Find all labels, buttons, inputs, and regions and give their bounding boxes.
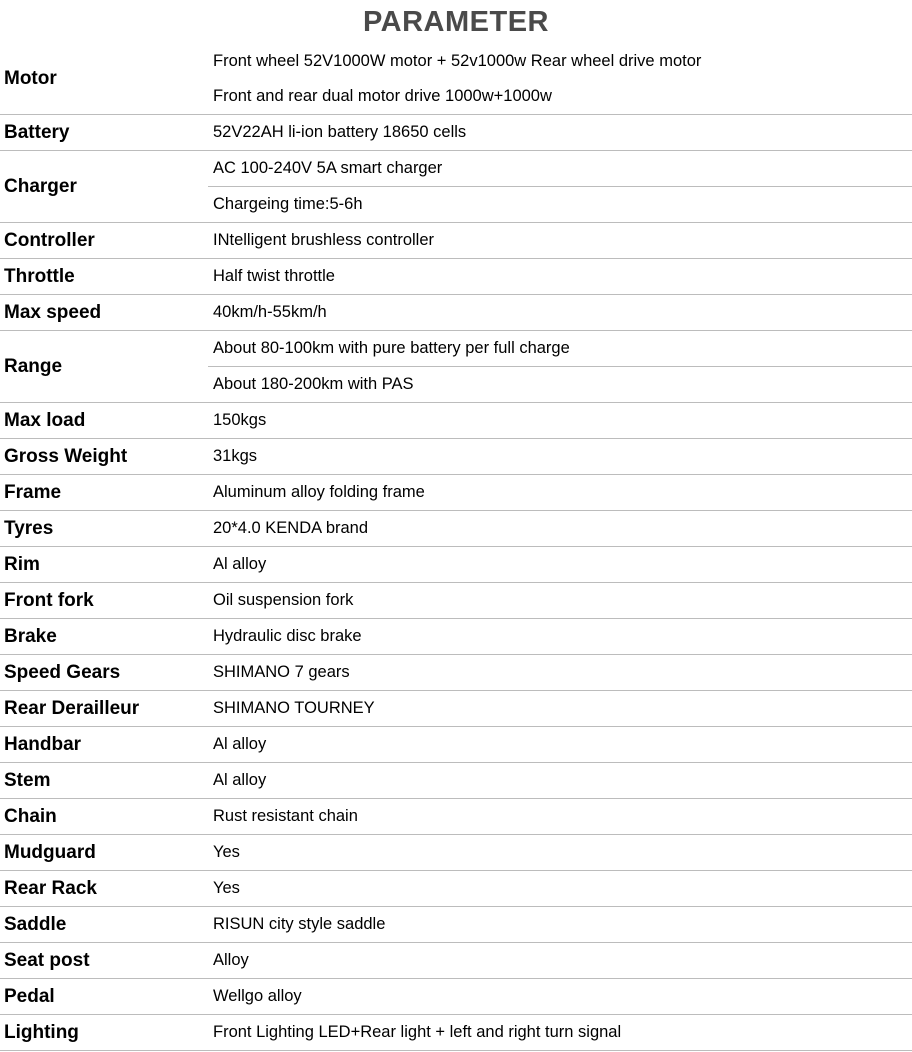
- spec-value: Wellgo alloy: [213, 987, 302, 1005]
- spec-row-tyres: [0, 511, 912, 547]
- spec-label: Rim: [4, 553, 40, 575]
- spec-row-gross-weight: [0, 439, 912, 475]
- spec-value: 40km/h-55km/h: [213, 303, 327, 321]
- spec-row-motor: [0, 44, 912, 115]
- spec-label: Battery: [4, 121, 70, 143]
- spec-label: Controller: [4, 229, 95, 251]
- spec-label: Motor: [4, 68, 57, 89]
- spec-label: Front fork: [4, 589, 94, 611]
- spec-value: Chargeing time:5-6h: [208, 186, 912, 222]
- spec-value: Front Lighting LED+Rear light + left and right turn signal: [213, 1023, 622, 1041]
- spec-row-chain: [0, 799, 912, 835]
- spec-value: Front wheel 52V1000W motor + 52v1000w Rear wheel drive motor: [213, 52, 702, 70]
- spec-value: Al alloy: [213, 771, 267, 789]
- spec-row-brake: [0, 619, 912, 655]
- spec-row-front-fork: [0, 583, 912, 619]
- spec-label: Charger: [4, 175, 77, 197]
- spec-row-throttle: [0, 259, 912, 295]
- spec-label: Handbar: [4, 733, 82, 755]
- spec-value: 20*4.0 KENDA brand: [213, 519, 369, 537]
- spec-value: Aluminum alloy folding frame: [213, 483, 425, 501]
- spec-row-stem: [0, 763, 912, 799]
- spec-row-rear-derailleur: [0, 691, 912, 727]
- spec-value: AC 100-240V 5A smart charger: [213, 159, 443, 177]
- spec-label: Rear Rack: [4, 877, 97, 899]
- spec-value: Hydraulic disc brake: [213, 627, 362, 645]
- spec-row-battery: [0, 115, 912, 151]
- spec-label: Lighting: [4, 1021, 79, 1043]
- spec-row-lighting: [0, 1015, 912, 1051]
- spec-row-rim: [0, 547, 912, 583]
- spec-row-speed-gears: [0, 655, 912, 691]
- spec-row-max-speed: [0, 295, 912, 331]
- spec-label: Brake: [4, 625, 57, 647]
- page-title: PARAMETER: [362, 6, 550, 38]
- spec-value: Oil suspension fork: [213, 591, 354, 609]
- spec-label: Max load: [4, 409, 86, 431]
- spec-value: RISUN city style saddle: [213, 915, 386, 933]
- spec-row-saddle: [0, 907, 912, 943]
- spec-row-charger: [0, 151, 912, 223]
- spec-label: Max speed: [4, 301, 102, 323]
- spec-row-max-load: [0, 403, 912, 439]
- spec-label: Mudguard: [4, 841, 96, 863]
- spec-value: Alloy: [213, 951, 249, 969]
- spec-label: Saddle: [4, 913, 67, 935]
- spec-row-controller: [0, 223, 912, 259]
- spec-value: About 180-200km with PAS: [208, 366, 912, 402]
- spec-value: SHIMANO 7 gears: [213, 663, 350, 681]
- spec-row-frame: [0, 475, 912, 511]
- spec-row-handbar: [0, 727, 912, 763]
- spec-row-seat-post: [0, 943, 912, 979]
- spec-label: Rear Derailleur: [4, 697, 140, 719]
- spec-value: Al alloy: [213, 555, 267, 573]
- spec-label: Speed Gears: [4, 661, 121, 683]
- spec-row-mudguard: [0, 835, 912, 871]
- spec-row-rear-rack: [0, 871, 912, 907]
- spec-label: Gross Weight: [4, 445, 128, 467]
- spec-value: Rust resistant chain: [213, 807, 358, 825]
- spec-label: Seat post: [4, 949, 90, 971]
- spec-value: Al alloy: [213, 735, 267, 753]
- spec-value: Yes: [213, 843, 240, 861]
- spec-value: About 80-100km with pure battery per full charge: [213, 339, 570, 357]
- spec-label: Stem: [4, 769, 51, 791]
- spec-row-pedal: [0, 979, 912, 1015]
- spec-value: Yes: [213, 879, 240, 897]
- spec-label: Range: [4, 355, 63, 377]
- spec-value: INtelligent brushless controller: [213, 231, 435, 249]
- spec-label: Pedal: [4, 985, 55, 1007]
- spec-label: Chain: [4, 805, 57, 827]
- spec-label: Throttle: [4, 265, 75, 287]
- spec-value: Front and rear dual motor drive 1000w+1000w: [213, 87, 552, 105]
- spec-row-range: [0, 331, 912, 403]
- spec-label: Frame: [4, 481, 62, 503]
- spec-value: 52V22AH li-ion battery 18650 cells: [213, 123, 467, 141]
- spec-value: SHIMANO TOURNEY: [213, 699, 375, 717]
- spec-value: Half twist throttle: [213, 267, 335, 285]
- parameter-table: [0, 44, 912, 1051]
- spec-label: Tyres: [4, 517, 54, 539]
- spec-value: 31kgs: [213, 447, 258, 465]
- spec-value: 150kgs: [213, 411, 267, 429]
